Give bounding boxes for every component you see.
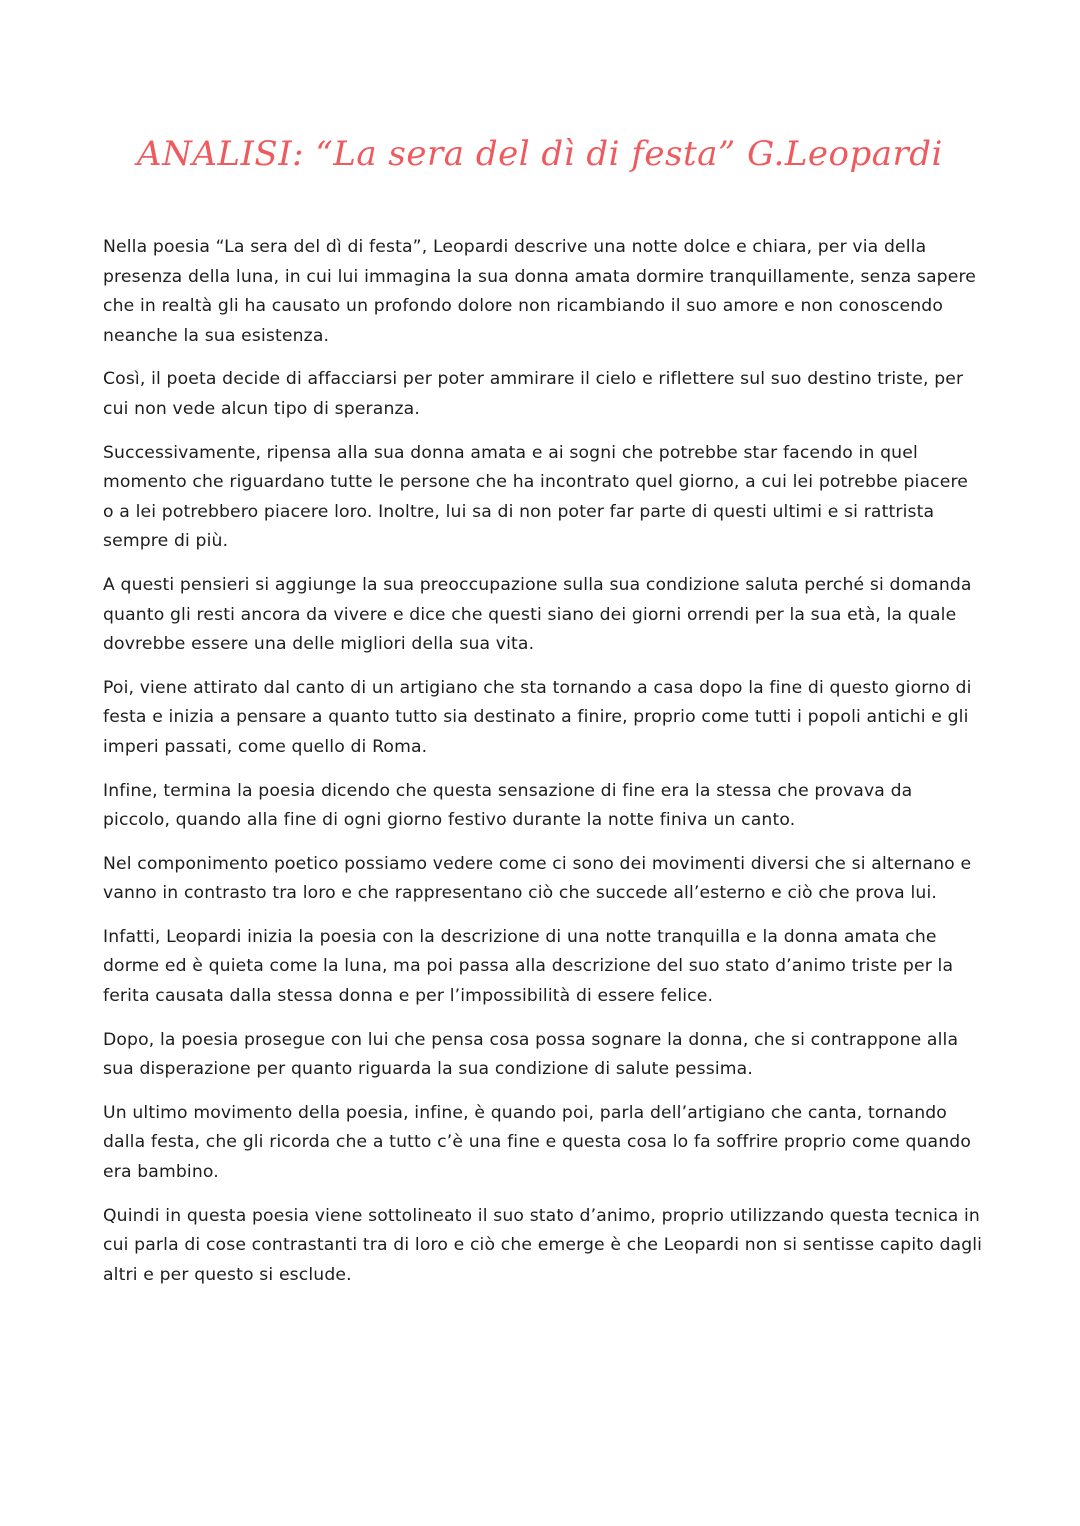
- paragraph-night-contrast: Infatti, Leopardi inizia la poesia con la descrizione di una notte tranquilla e la donna amata che dorme ed è quieta come la luna, ma poi passa alla descrizione del suo stato d’animo triste per la ferita causata dalla stessa donna e per l’impossibilità di essere felice.: [103, 926, 954, 1007]
- document-title: ANALISI: “La sera del dì di festa” G.Leopardi: [137, 134, 943, 174]
- paragraph-movements: Nel componimento poetico possiamo vedere come ci sono dei movimenti diversi che si alternano e vanno in contrasto tra loro e che rappresentano ciò che succede all’esterno e ciò che prova lui.: [103, 853, 972, 904]
- paragraph-conclusion: Quindi in questa poesia viene sottolineato il suo stato d’animo, proprio utilizzando questa tecnica in cui parla di cose contrastanti tra di loro e ciò che emerge è che Leopardi non si sentisse capito dagli altri e per questo si esclude.: [103, 1205, 983, 1285]
- paragraph-poet-window: Così, il poeta decide di affacciarsi per poter ammirare il cielo e riflettere sul suo destino triste, per cui non vede alcun tipo di speranza.: [103, 369, 964, 419]
- paragraph-health: A questi pensieri si aggiunge la sua preoccupazione sulla sua condizione saluta perché si domanda quanto gli resti ancora da vivere e dice che questi siano dei giorni orrendi per la sua età, la quale dovrebbe essere una delle migliori della sua vita.: [103, 574, 972, 655]
- paragraph-ending: Infine, termina la poesia dicendo che questa sensazione di fine era la stessa che provava da piccolo, quando alla fine di ogni giorno festivo durante la notte finiva un canto.: [103, 780, 913, 831]
- paragraph-intro: Nella poesia “La sera del dì di festa”, Leopardi descrive una notte dolce e chiara, per via della presenza della luna, in cui lui immagina la sua donna amata dormire tranquillamente, senza sapere che in realtà gli ha causato un profondo dolore non ricambiando il suo amore e non conoscendo neanche la sua esistenza.: [103, 237, 977, 346]
- paragraph-artisan: Poi, viene attirato dal canto di un artigiano che sta tornando a casa dopo la fine di questo giorno di festa e inizia a pensare a quanto tutto sia destinato a finire, proprio come tutti i popoli antichi e gli imperi passati, come quello di Roma.: [103, 677, 972, 757]
- paragraph-dreams: Successivamente, ripensa alla sua donna amata e ai sogni che potrebbe star facendo in quel momento che riguardano tutte le persone che ha incontrato quel giorno, a cui lei potrebbe piacere o a lei potrebbero piacere loro. Inoltre, lui sa di non poter far parte di questi ultimi e si rattrista sempre di più.: [103, 442, 969, 552]
- paragraph-dream-contrast: Dopo, la poesia prosegue con lui che pensa cosa possa sognare la donna, che si contrappone alla sua disperazione per quanto riguarda la sua condizione di salute pessima.: [103, 1029, 959, 1080]
- paragraph-last-movement: Un ultimo movimento della poesia, infine, è quando poi, parla dell’artigiano che canta, tornando dalla festa, che gli ricorda che a tutto c’è una fine e questa cosa lo fa soffrire proprio come quando era bambino.: [103, 1102, 972, 1183]
- document-body: [103, 233, 983, 1304]
